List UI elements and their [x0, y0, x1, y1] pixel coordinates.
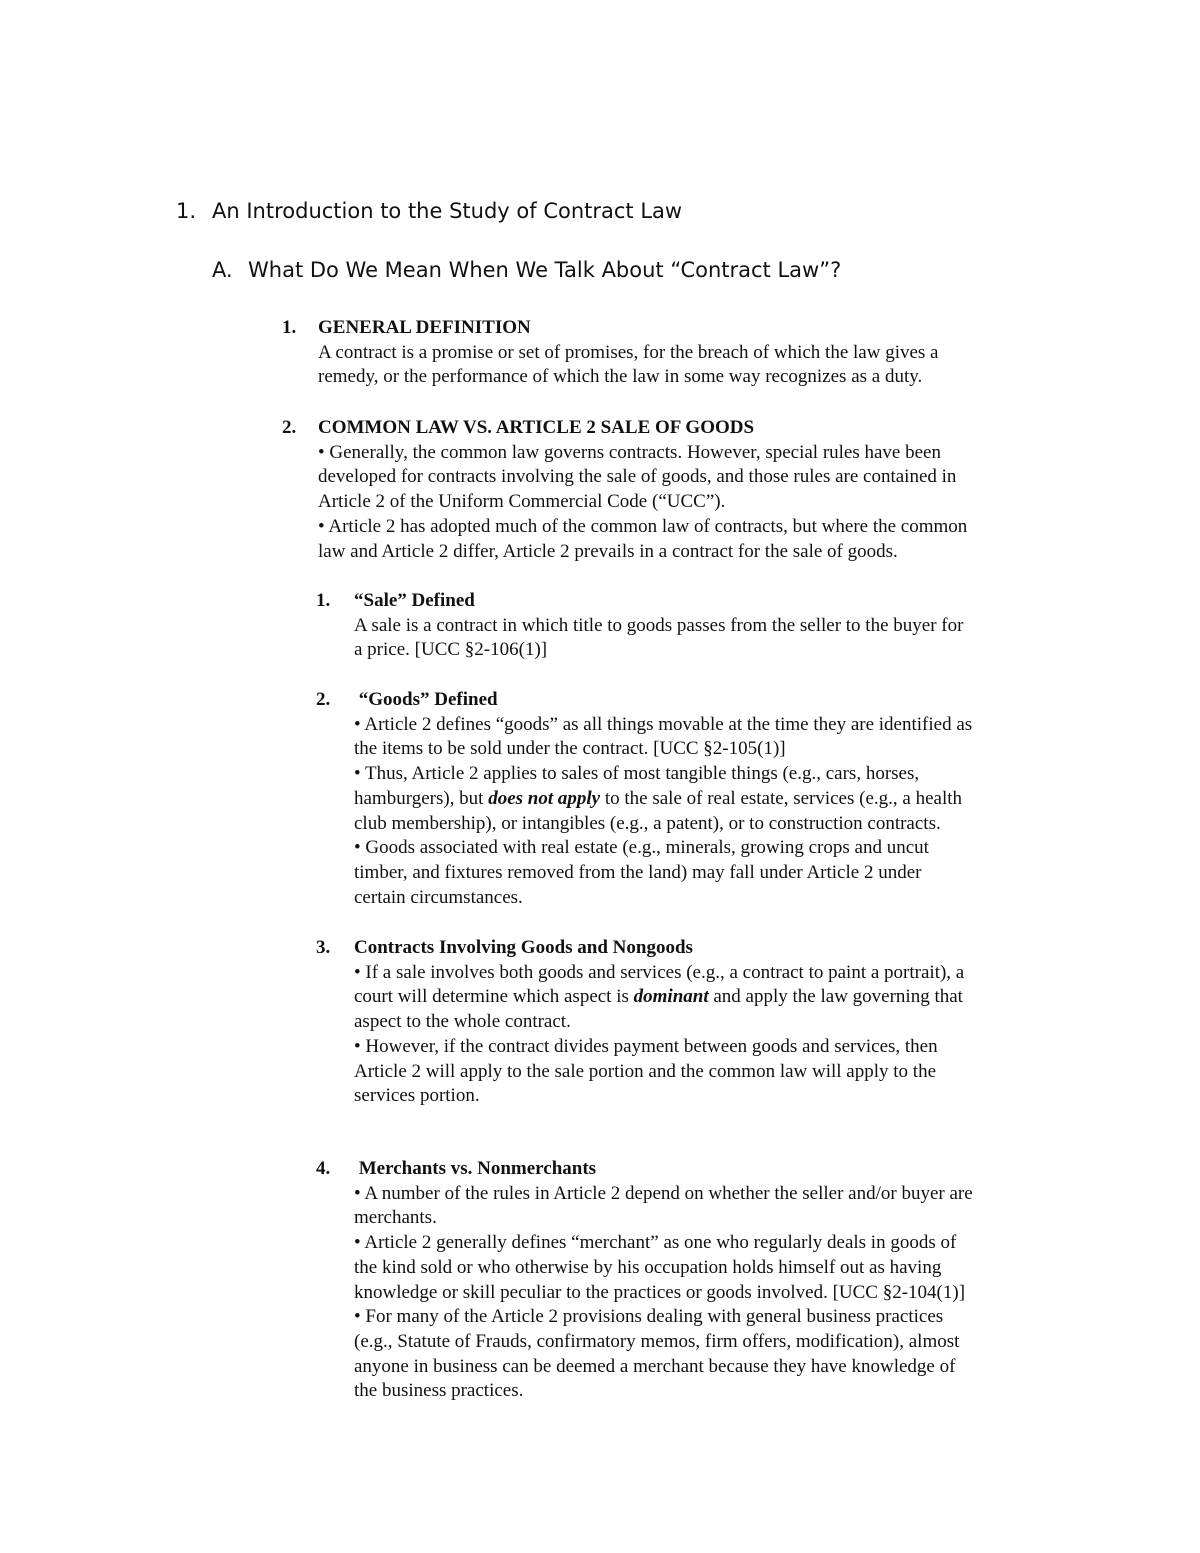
body-line: services portion.	[354, 1085, 480, 1107]
emphasis-text: does not apply	[488, 787, 601, 809]
body-line: timber, and fixtures removed from the land) may fall under Article 2 under	[354, 861, 922, 883]
item-number: 2.	[316, 689, 331, 710]
body-line: A contract is a promise or set of promises, for the breach of which the law gives a	[318, 341, 939, 363]
body-line: • If a sale involves both goods and services (e.g., a contract to paint a portrait), a	[354, 961, 965, 983]
item-number: 2.	[282, 417, 297, 438]
body-line: • Goods associated with real estate (e.g., minerals, growing crops and uncut	[354, 837, 929, 859]
body-line: • Article 2 has adopted much of the common law of contracts, but where the common	[318, 515, 968, 537]
body-line: • For many of the Article 2 provisions dealing with general business practices	[354, 1306, 944, 1328]
sale-defined-subsection	[316, 589, 964, 663]
item-number: 4.	[316, 1158, 331, 1179]
chapter-title: An Introduction to the Study of Contract Law	[212, 199, 683, 223]
body-line: the items to be sold under the contract. [UCC §2-105(1)]	[354, 738, 786, 760]
body-line: merchants.	[354, 1207, 437, 1229]
item-title: COMMON LAW VS. ARTICLE 2 SALE OF GOODS	[318, 417, 755, 438]
item-title: Contracts Involving Goods and Nongoods	[354, 937, 693, 958]
general-definition-section	[282, 316, 939, 390]
body-line: • However, if the contract divides payment between goods and services, then	[354, 1035, 938, 1057]
body-line: • Article 2 defines “goods” as all things movable at the time they are identified as	[354, 713, 973, 735]
goods-and-nongoods-subsection	[316, 936, 965, 1109]
item-number: 1.	[316, 590, 331, 611]
body-line: certain circumstances.	[354, 886, 523, 908]
item-title: Merchants vs. Nonmerchants	[354, 1158, 597, 1179]
body-line: (e.g., Statute of Frauds, confirmatory memos, firm offers, modification), almost	[354, 1330, 960, 1352]
body-text: hamburgers), but	[354, 787, 489, 809]
body-line: • A number of the rules in Article 2 depend on whether the seller and/or buyer are	[354, 1182, 973, 1204]
body-line: knowledge or skill peculiar to the practices or goods involved. [UCC §2-104(1)]	[354, 1281, 966, 1303]
section-heading	[212, 256, 841, 284]
body-line: a price. [UCC §2-106(1)]	[354, 639, 548, 661]
body-line: developed for contracts involving the sale of goods, and those rules are contained in	[318, 466, 957, 488]
body-line: remedy, or the performance of which the law in some way recognizes as a duty.	[318, 366, 923, 388]
body-text: to the sale of real estate, services (e.g., a health	[600, 787, 962, 809]
body-line: Article 2 will apply to the sale portion and the common law will apply to the	[354, 1060, 937, 1082]
item-number: 3.	[316, 937, 331, 958]
body-line: • Article 2 generally defines “merchant” as one who regularly deals in goods of	[354, 1232, 957, 1254]
body-line: the kind sold or who otherwise by his occupation holds himself out as having	[354, 1256, 942, 1278]
item-title: GENERAL DEFINITION	[318, 317, 531, 338]
chapter-number: 1.	[176, 199, 197, 223]
item-number: 1.	[282, 317, 297, 338]
body-text: court will determine which aspect is	[354, 986, 634, 1008]
body-line: anyone in business can be deemed a merchant because they have knowledge of	[354, 1355, 956, 1377]
emphasis-text: dominant	[633, 986, 709, 1008]
body-line: • Thus, Article 2 applies to sales of most tangible things (e.g., cars, horses,	[354, 763, 920, 785]
merchants-subsection	[316, 1157, 973, 1404]
item-title: “Goods” Defined	[354, 689, 498, 710]
body-text: and apply the law governing that	[708, 986, 963, 1008]
item-title: “Sale” Defined	[354, 590, 475, 611]
body-line: aspect to the whole contract.	[354, 1011, 571, 1033]
goods-defined-subsection	[316, 688, 973, 910]
body-line: law and Article 2 differ, Article 2 prevails in a contract for the sale of goods.	[318, 540, 898, 562]
common-law-vs-article-2-section	[282, 416, 968, 564]
body-line: the business practices.	[354, 1380, 524, 1402]
body-line: club membership), or intangibles (e.g., a patent), or to construction contracts.	[354, 812, 941, 834]
chapter-heading	[176, 197, 682, 225]
body-line: Article 2 of the Uniform Commercial Code (“UCC”).	[318, 491, 726, 513]
body-line: A sale is a contract in which title to goods passes from the seller to the buyer for	[354, 614, 964, 636]
section-letter: A.	[212, 258, 233, 282]
body-line	[354, 985, 964, 1010]
section-title: What Do We Mean When We Talk About “Contract Law”?	[248, 258, 842, 282]
body-line	[354, 787, 972, 812]
body-line: • Generally, the common law governs contracts. However, special rules have been	[318, 441, 941, 463]
